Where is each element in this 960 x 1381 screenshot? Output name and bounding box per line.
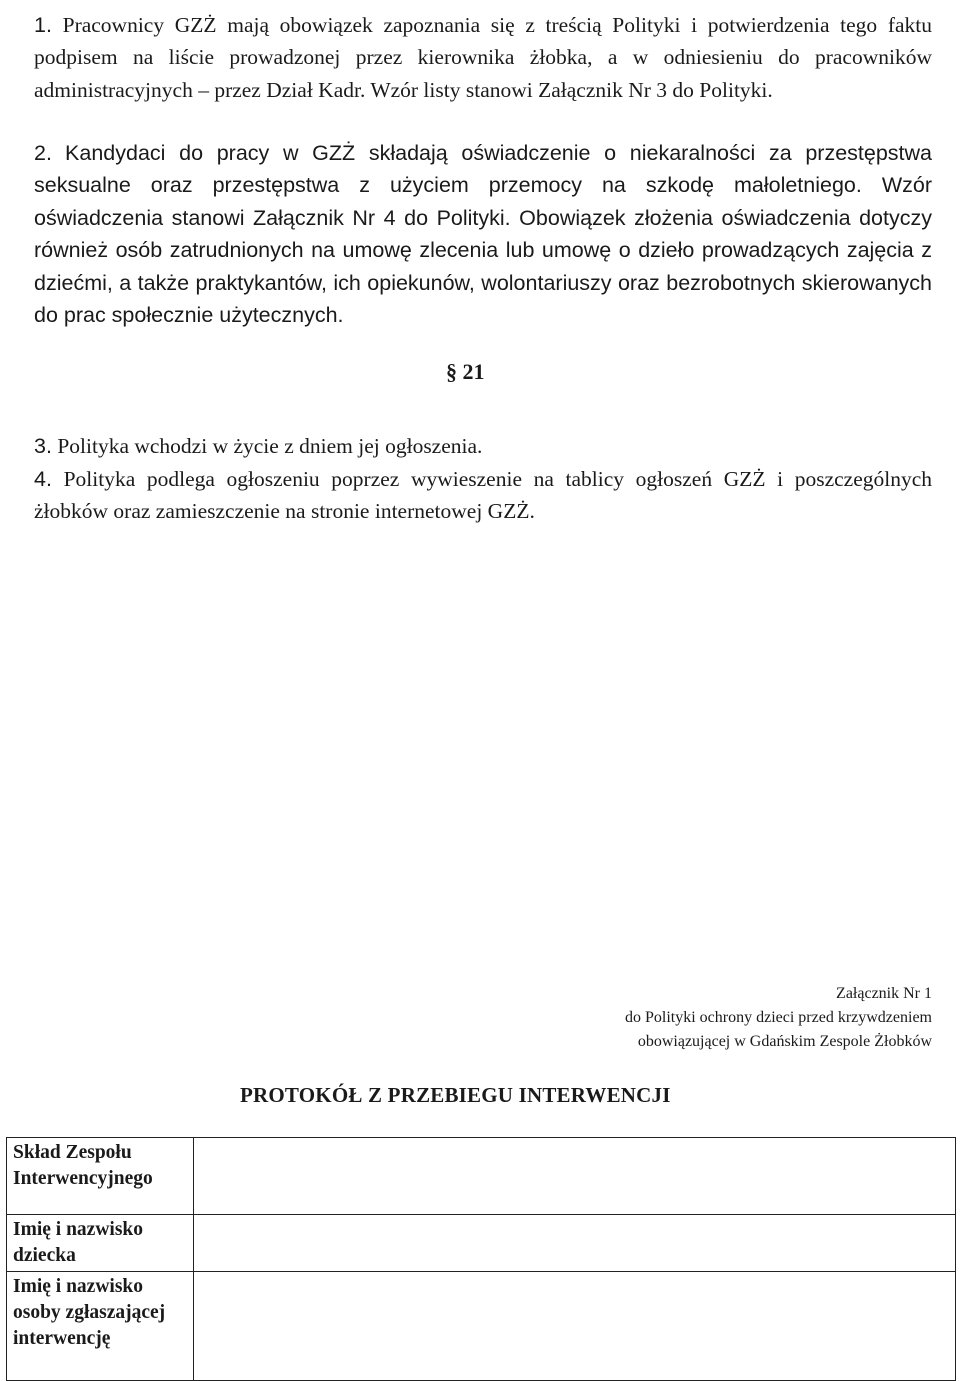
paragraph-4-number: 4. xyxy=(34,466,52,491)
annex-line-1: Załącznik Nr 1 xyxy=(836,985,932,1002)
paragraph-2-text: Obowiązek złożenia oświadczenia dotyczy również osób zatrudnionych na umowę zlecenia lub umowę o dzieło prowadzących zajęcia z dziećmi, a także praktykantów, ich opiekunów, wolontariuszy oraz bezrobotnych skierowanych do prac społecznie użytecznych. xyxy=(34,205,932,327)
form-row xyxy=(7,1138,956,1215)
form-field-reporter-name[interactable] xyxy=(194,1272,956,1381)
form-row xyxy=(7,1215,956,1272)
paragraph-1-number: 1. xyxy=(34,12,52,37)
form-label-team: Skład Zespołu Interwencyjnego xyxy=(7,1138,194,1215)
paragraph-3 xyxy=(34,430,932,463)
protocol-title: PROTOKÓŁ Z PRZEBIEGU INTERWENCJI xyxy=(240,1083,671,1107)
protocol-form-table xyxy=(6,1137,956,1381)
annex-header xyxy=(625,982,932,1054)
paragraph-1 xyxy=(34,9,932,107)
paragraph-2-text-sans: Kandydaci do pracy w GZŻ składają oświadczenie o niekaralności za przestępstwa seksualne oraz przestępstwa z użyciem przemocy na szkodę małoletniego. Wzór oświadczenia stanowi Załącznik Nr 4 do Polityki. xyxy=(34,140,933,230)
paragraph-4 xyxy=(34,463,932,528)
form-label-reporter-name: Imię i nazwisko osoby zgłaszającej interwencję xyxy=(7,1272,194,1381)
form-field-child-name[interactable] xyxy=(194,1215,956,1272)
paragraph-2-number: 2. xyxy=(34,140,52,165)
form-row xyxy=(7,1272,956,1381)
paragraph-3-text: Polityka wchodzi w życie z dniem jej ogłoszenia. xyxy=(57,433,483,458)
section-mark: § 21 xyxy=(446,359,485,384)
paragraph-1-text: Pracownicy GZŻ mają obowiązek zapoznania się z treścią Polityki i potwierdzenia tego faktu podpisem na liście prowadzonej przez kierownika żłobka, a w odniesieniu do pracowników administracyjnych – przez Dział Kadr. Wzór listy stanowi Załącznik Nr 3 do Polityki. xyxy=(34,12,932,102)
annex-line-2: do Polityki ochrony dzieci przed krzywdzeniem xyxy=(624,1009,932,1026)
form-label-child-name: Imię i nazwisko dziecka xyxy=(7,1215,194,1272)
paragraph-4-text: Polityka podlega ogłoszeniu poprzez wywieszenie na tablicy ogłoszeń GZŻ i poszczególnych żłobków oraz zamieszczenie na stronie internetowej GZŻ. xyxy=(34,466,933,523)
annex-line-3: obowiązującej w Gdańskim Zespole Żłobków xyxy=(637,1033,932,1050)
paragraph-2 xyxy=(34,137,932,332)
form-field-team[interactable] xyxy=(194,1138,956,1215)
paragraph-3-number: 3. xyxy=(34,433,52,458)
